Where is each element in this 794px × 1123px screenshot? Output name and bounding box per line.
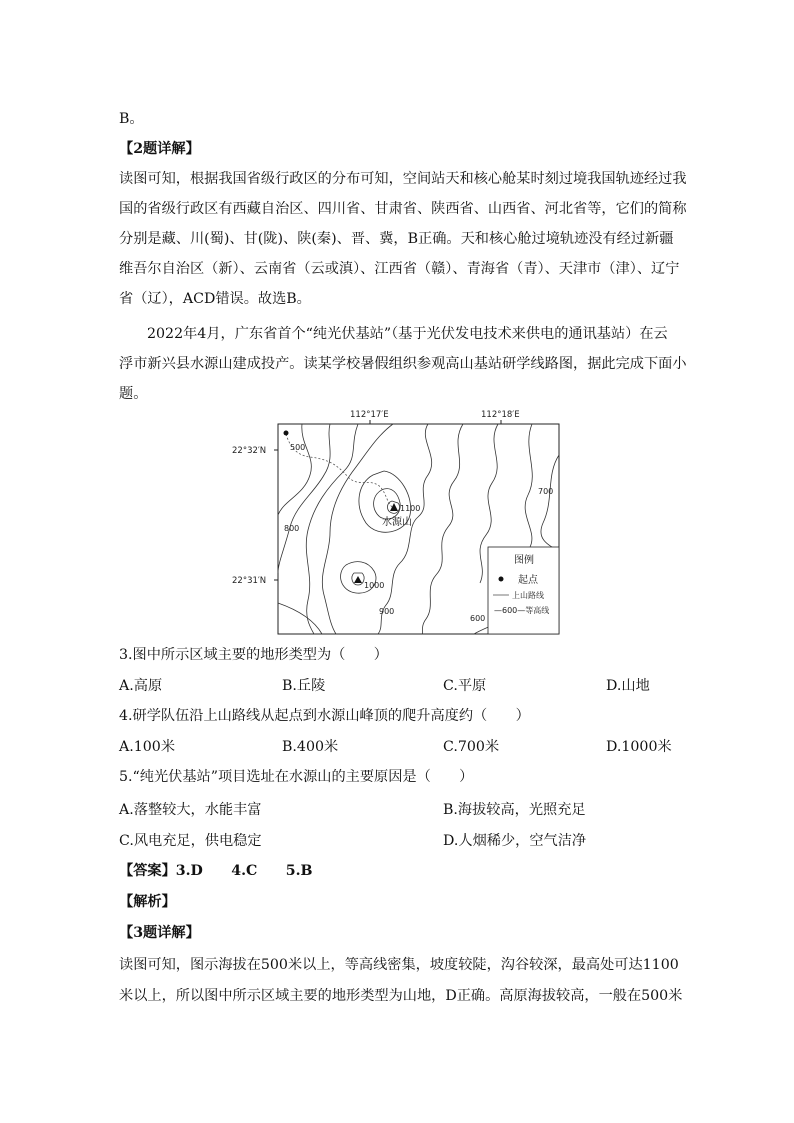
text-line: 浮市新兴县水源山建成投产。读某学校暑假组织参观高山基站研学线路图，据此完成下面小 [119, 356, 687, 372]
q5-option-a: A.落整较大，水能丰富 [119, 802, 262, 818]
q3-option-c: C.平原 [443, 678, 487, 694]
contour-label: 800 [284, 524, 300, 533]
section-heading: 【2题详解】 [119, 141, 200, 157]
text-line: 题。 [119, 386, 148, 402]
q5-option-d: D.人烟稀少，空气洁净 [443, 833, 587, 849]
peak-name: 水源山 [382, 517, 412, 528]
analysis-heading: 【解析】 [119, 894, 176, 910]
text-line: 国的省级行政区有西藏自治区、四川省、甘肃省、陕西省、山西省、河北省等，它们的简称 [119, 201, 687, 217]
text-line: 分别是藏、川(蜀)、甘(陇)、陕(秦)、晋、冀，B正确。天和核心舱过境轨迹没有经过新疆 [119, 231, 674, 247]
legend-start-label: 起点 [518, 575, 538, 586]
lon-label: 112°18′E [481, 410, 520, 420]
contour-label: 600 [470, 614, 486, 623]
legend-contour-label: —600—等高线 [494, 606, 550, 615]
contour-map [218, 405, 563, 637]
q4-option-a: A.100米 [119, 739, 176, 755]
contour-label: 500 [290, 443, 306, 452]
text-line: 米以上，所以图中所示区域主要的地形类型为山地，D正确。高原海拔较高，一般在500米 [119, 988, 683, 1004]
q5-option-c: C.风电充足，供电稳定 [119, 833, 262, 849]
text-line: 2022年4月，广东省首个“纯光伏基站”（基于光伏发电技术来供电的通讯基站）在云 [147, 326, 668, 342]
text-line: B。 [119, 111, 144, 127]
question-4: 4.研学队伍沿上山路线从起点到水源山峰顶的爬升高度约（ ） [119, 708, 530, 724]
contour-label: 700 [538, 487, 554, 496]
start-point [284, 431, 289, 436]
legend-start-dot [499, 577, 504, 582]
map-legend [488, 547, 559, 634]
legend-route-label: 上山路线 [512, 591, 544, 600]
q3-option-d: D.山地 [606, 678, 650, 694]
q4-option-b: B.400米 [282, 739, 339, 755]
contour-label: 1100 [400, 504, 421, 513]
question-3: 3.图中所示区域主要的地形类型为（ ） [119, 647, 388, 663]
lon-label: 112°17′E [350, 410, 389, 420]
question-5: 5.“纯光伏基站”项目选址在水源山的主要原因是（ ） [119, 769, 474, 785]
q3-option-b: B.丘陵 [282, 678, 326, 694]
text-line: 维吾尔自治区（新）、云南省（云或滇）、江西省（赣）、青海省（青）、天津市（津）、辽宁 [119, 261, 680, 277]
q4-option-c: C.700米 [443, 739, 500, 755]
q5-option-b: B.海拔较高，光照充足 [443, 802, 586, 818]
q4-option-d: D.1000米 [606, 739, 672, 755]
text-line: 读图可知，根据我国省级行政区的分布可知，空间站天和核心舱某时刻过境我国轨迹经过我 [119, 171, 687, 187]
text-line: 省（辽），ACD错误。故选B。 [119, 291, 311, 307]
lat-label: 22°31′N [232, 576, 267, 586]
q3-option-a: A.高原 [119, 678, 163, 694]
lat-label: 22°32′N [232, 446, 267, 456]
contour-label: 900 [379, 607, 395, 616]
section-heading: 【3题详解】 [119, 925, 200, 941]
answer-line: 【答案】3.D 4.C 5.B [119, 863, 313, 879]
legend-title: 图例 [514, 555, 534, 566]
contour-label: 1000 [364, 581, 385, 590]
text-line: 读图可知，图示海拔在500米以上，等高线密集，坡度较陡，沟谷较深，最高处可达1100 [119, 957, 679, 973]
